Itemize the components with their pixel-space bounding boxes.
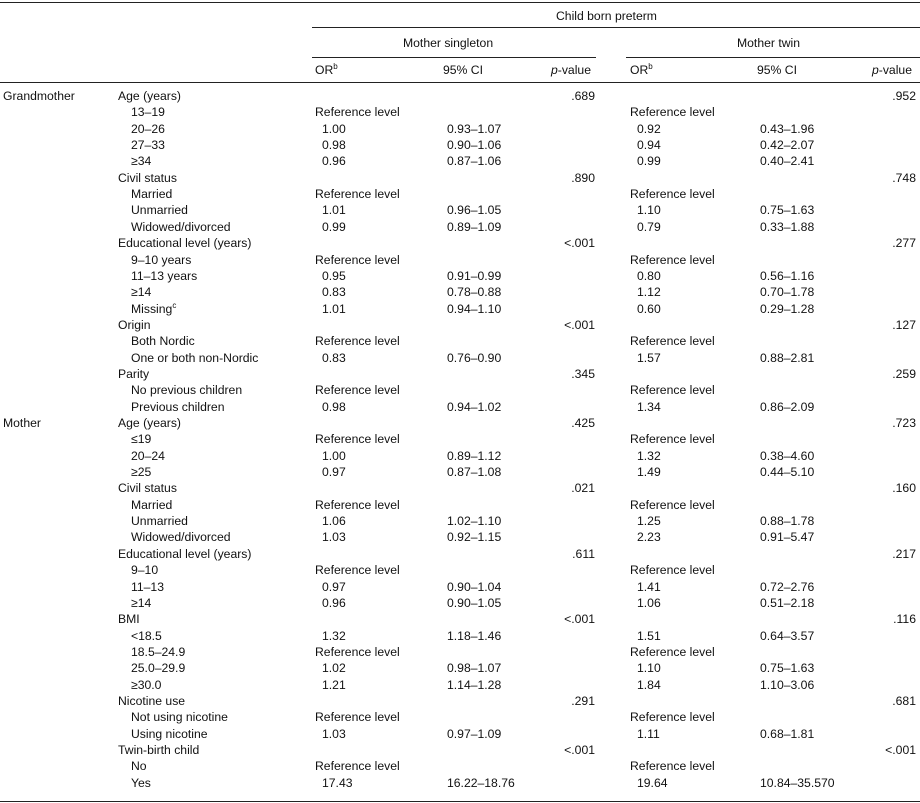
table-row [0, 137, 920, 153]
table-row [0, 333, 920, 349]
row-label: Previous children [131, 399, 225, 414]
twin-or: Reference level [630, 334, 715, 349]
twin-pvalue: .277 [892, 236, 916, 251]
table-row [0, 579, 920, 595]
twin-or: 1.11 [637, 726, 660, 741]
twin-or: 0.79 [637, 219, 661, 234]
row-label [131, 301, 176, 317]
table-row [0, 382, 920, 398]
table-row [0, 529, 920, 545]
twin-ci: 0.51–2.18 [760, 595, 815, 610]
table-row [0, 284, 920, 300]
singleton-or: 1.03 [322, 726, 346, 741]
singleton-or: Reference level [315, 334, 400, 349]
table-row [0, 562, 920, 578]
table-row [0, 644, 920, 660]
table-row [0, 268, 920, 284]
row-label: 13–19 [131, 105, 165, 120]
row-label: Widowed/divorced [131, 219, 231, 234]
header-or-twin: $OR^b$ [630, 61, 653, 77]
row-label: Married [131, 497, 173, 512]
twin-ci: 0.33–1.88 [760, 219, 815, 234]
row-label: 27–33 [131, 138, 165, 153]
singleton-ci: 0.96–1.05 [447, 203, 502, 218]
singleton-ci: 0.91–0.99 [447, 268, 502, 283]
table-row [0, 104, 920, 120]
twin-ci: 0.86–2.09 [760, 399, 815, 414]
row-label: ≥30.0 [131, 677, 162, 692]
row-group-label: Grandmother [3, 89, 75, 103]
twin-or: Reference level [630, 383, 715, 398]
twin-or: Reference level [630, 759, 715, 774]
singleton-ci: 0.78–0.88 [447, 285, 502, 300]
singleton-ci: 0.87–1.06 [447, 154, 502, 169]
table-row [0, 88, 920, 104]
table-row [0, 202, 920, 218]
table-row [0, 170, 920, 186]
twin-pvalue: .681 [892, 693, 916, 708]
twin-pvalue: .116 [893, 612, 916, 627]
singleton-or: 0.98 [322, 399, 346, 414]
table-row [0, 464, 920, 480]
twin-pvalue: .259 [892, 366, 916, 381]
table-row [0, 480, 920, 496]
twin-or: 1.34 [637, 399, 661, 414]
row-label: Age (years) [118, 89, 181, 103]
singleton-ci: 0.89–1.12 [447, 448, 502, 463]
table-row [0, 415, 920, 431]
singleton-pvalue: <.001 [564, 612, 595, 627]
twin-ci: 0.91–5.47 [760, 530, 815, 545]
twin-or: Reference level [630, 187, 715, 202]
header-child-born-preterm: Child born preterm [556, 9, 657, 23]
twin-or: Reference level [630, 644, 715, 659]
row-label: 11–13 [131, 579, 164, 594]
table-row [0, 497, 920, 513]
singleton-pvalue: <.001 [564, 236, 595, 251]
row-label: 9–10 years [131, 252, 192, 267]
row-label: Origin [118, 317, 151, 332]
singleton-or: 0.99 [322, 219, 346, 234]
header-rule-singleton [312, 57, 596, 58]
row-label: ≥25 [131, 465, 152, 480]
singleton-or: Reference level [315, 497, 400, 512]
row-label: Educational level (years) [118, 236, 252, 251]
twin-or: 19.64 [637, 775, 668, 790]
twin-or: 0.60 [637, 301, 661, 316]
table-row [0, 153, 920, 169]
twin-or: Reference level [630, 252, 715, 267]
twin-ci: 10.84–35.570 [760, 775, 835, 790]
table-row [0, 350, 920, 366]
singleton-or: 17.43 [322, 775, 353, 790]
twin-ci: 0.29–1.28 [760, 301, 815, 316]
twin-or: 2.23 [637, 530, 661, 545]
twin-ci: 0.88–2.81 [760, 350, 815, 365]
singleton-pvalue: .689 [571, 89, 595, 103]
table-row [0, 546, 920, 562]
table-row [0, 448, 920, 464]
header-pvalue-singleton: p-value [551, 63, 591, 77]
table-row [0, 660, 920, 676]
singleton-or: Reference level [315, 105, 400, 120]
singleton-pvalue: .345 [571, 366, 595, 381]
singleton-ci: 0.87–1.08 [447, 465, 502, 480]
twin-ci: 0.75–1.63 [760, 203, 815, 218]
singleton-or: 0.83 [322, 350, 346, 365]
twin-or: 0.92 [637, 121, 661, 136]
singleton-or: 0.95 [322, 268, 346, 283]
singleton-or: Reference level [315, 252, 400, 267]
table-row [0, 366, 920, 382]
singleton-or: Reference level [315, 383, 400, 398]
singleton-ci: 0.90–1.04 [447, 579, 502, 594]
row-label: No [131, 759, 147, 774]
row-label: Widowed/divorced [131, 530, 231, 545]
singleton-or: Reference level [315, 710, 400, 725]
row-label: Using nicotine [131, 726, 208, 741]
footnote-marker: c [172, 300, 177, 310]
row-label: Civil status [118, 170, 177, 185]
twin-or: 1.32 [637, 448, 661, 463]
row-label: BMI [118, 612, 140, 627]
twin-or: 1.06 [637, 595, 661, 610]
twin-ci: 0.68–1.81 [760, 726, 815, 741]
header-rule-preterm [312, 27, 920, 28]
singleton-pvalue: .021 [571, 481, 595, 496]
singleton-or: 0.97 [322, 579, 346, 594]
row-label: ≥14 [131, 285, 152, 300]
singleton-or: 1.00 [322, 121, 346, 136]
row-label: Unmarried [131, 203, 188, 218]
table-row [0, 317, 920, 333]
table-row [0, 399, 920, 415]
row-label: Educational level (years) [118, 546, 252, 561]
twin-or: 1.10 [637, 661, 661, 676]
table-row [0, 595, 920, 611]
row-label: 25.0–29.9 [131, 661, 186, 676]
table-row [0, 693, 920, 709]
singleton-or: Reference level [315, 187, 400, 202]
singleton-ci: 1.02–1.10 [447, 514, 502, 529]
singleton-or: 1.01 [322, 203, 346, 218]
table-row [0, 186, 920, 202]
twin-or: 1.41 [637, 579, 661, 594]
table-row [0, 709, 920, 725]
row-label-text: Missing [131, 301, 173, 316]
row-label: Parity [118, 366, 150, 381]
singleton-pvalue: <.001 [564, 317, 595, 332]
singleton-ci: 0.92–1.15 [447, 530, 502, 545]
singleton-or: 0.98 [322, 138, 346, 153]
row-label: <18.5 [131, 628, 162, 643]
twin-ci: 0.38–4.60 [760, 448, 815, 463]
row-label: 18.5–24.9 [131, 644, 186, 659]
singleton-or: 0.96 [322, 595, 346, 610]
singleton-or: 0.96 [322, 154, 346, 169]
twin-pvalue: .127 [892, 317, 916, 332]
singleton-or: 1.06 [322, 514, 346, 529]
table-row [0, 219, 920, 235]
twin-ci: 0.72–2.76 [760, 579, 815, 594]
table-row [0, 775, 920, 791]
singleton-or: 0.83 [322, 285, 346, 300]
singleton-ci: 0.97–1.09 [447, 726, 502, 741]
row-label: No previous children [131, 383, 243, 398]
table-row [0, 121, 920, 137]
twin-ci: 0.40–2.41 [760, 154, 815, 169]
twin-ci: 0.64–3.57 [760, 628, 815, 643]
row-label: Civil status [118, 481, 177, 496]
twin-ci: 0.88–1.78 [760, 514, 815, 529]
twin-pvalue: .952 [892, 89, 916, 103]
singleton-or: 1.00 [322, 448, 346, 463]
twin-pvalue: <.001 [885, 743, 916, 757]
header-rule-twin [626, 57, 920, 58]
singleton-ci: 0.90–1.06 [447, 138, 502, 153]
row-label: Married [131, 187, 173, 202]
row-label: 9–10 [131, 563, 159, 578]
row-label: Not using nicotine [131, 710, 228, 725]
table-row [0, 235, 920, 251]
twin-or: 1.51 [637, 628, 661, 643]
singleton-pvalue: <.001 [564, 743, 595, 757]
table-row [0, 758, 920, 774]
singleton-ci: 0.76–0.90 [447, 350, 502, 365]
singleton-ci: 0.93–1.07 [447, 121, 502, 136]
twin-or: 1.57 [637, 350, 661, 365]
singleton-ci: 1.18–1.46 [447, 628, 502, 643]
twin-or: 1.84 [637, 677, 661, 692]
singleton-or: 1.01 [322, 301, 346, 316]
twin-ci: 0.70–1.78 [760, 285, 815, 300]
singleton-pvalue: .611 [572, 546, 595, 561]
table-row [0, 677, 920, 693]
singleton-ci: 1.14–1.28 [447, 677, 502, 692]
singleton-or: Reference level [315, 759, 400, 774]
twin-pvalue: .217 [892, 546, 916, 561]
header-or-singleton: $OR^b$ [315, 61, 338, 77]
row-label: Yes [131, 775, 151, 790]
twin-ci: 0.56–1.16 [760, 268, 815, 283]
table-row [0, 252, 920, 268]
singleton-pvalue: .425 [571, 416, 595, 430]
header-pvalue-twin: p-value [872, 63, 912, 77]
table-row [0, 726, 920, 742]
singleton-ci: 0.98–1.07 [447, 661, 502, 676]
row-label: Nicotine use [118, 693, 186, 708]
row-label: ≤19 [131, 432, 152, 447]
row-label: 20–24 [131, 448, 165, 463]
row-label: Unmarried [131, 514, 188, 529]
twin-or: Reference level [630, 432, 715, 447]
twin-pvalue: .723 [892, 416, 916, 430]
singleton-ci: 16.22–18.76 [447, 775, 515, 790]
header-bottom-rule [0, 82, 920, 83]
twin-or: 1.25 [637, 514, 661, 529]
table-top-rule [0, 2, 920, 3]
table-row [0, 628, 920, 644]
twin-or: 1.12 [637, 285, 661, 300]
singleton-or: 1.21 [322, 677, 346, 692]
singleton-or: Reference level [315, 432, 400, 447]
twin-ci: 0.42–2.07 [760, 138, 815, 153]
table-row [0, 513, 920, 529]
row-label: 11–13 years [131, 268, 198, 283]
twin-pvalue: .160 [892, 481, 916, 496]
twin-or: Reference level [630, 710, 715, 725]
table-row [0, 611, 920, 627]
singleton-or: Reference level [315, 644, 400, 659]
table-row [0, 742, 920, 758]
twin-or: 1.10 [637, 203, 661, 218]
row-label: One or both non-Nordic [131, 350, 259, 365]
twin-or: 0.94 [637, 138, 661, 153]
row-label: Both Nordic [131, 334, 195, 349]
singleton-or: 1.02 [322, 661, 346, 676]
header-mother-singleton: Mother singleton [403, 36, 494, 50]
row-group-label: Mother [3, 416, 41, 430]
singleton-or: 0.97 [322, 465, 346, 480]
twin-ci: 0.75–1.63 [760, 661, 815, 676]
twin-or: Reference level [630, 105, 715, 120]
row-label: ≥34 [131, 154, 152, 169]
twin-or: 0.99 [637, 154, 661, 169]
twin-ci: 1.10–3.06 [760, 677, 815, 692]
table-row [0, 301, 920, 317]
singleton-pvalue: .890 [571, 170, 595, 185]
twin-ci: 0.44–5.10 [760, 465, 815, 480]
twin-or: Reference level [630, 563, 715, 578]
twin-pvalue: .748 [892, 170, 916, 185]
header-ci-twin: 95% CI [757, 63, 797, 77]
twin-or: 1.49 [637, 465, 661, 480]
twin-or: Reference level [630, 497, 715, 512]
singleton-ci: 0.94–1.10 [447, 301, 502, 316]
singleton-pvalue: .291 [571, 693, 595, 708]
row-label: Twin-birth child [118, 743, 200, 757]
twin-or: 0.80 [637, 268, 661, 283]
header-mother-twin: Mother twin [737, 36, 800, 50]
singleton-ci: 0.94–1.02 [447, 399, 502, 414]
twin-ci: 0.43–1.96 [760, 121, 815, 136]
table-row [0, 431, 920, 447]
singleton-or: 1.03 [322, 530, 346, 545]
row-label: 20–26 [131, 121, 165, 136]
table-bottom-rule [0, 801, 920, 802]
singleton-ci: 0.90–1.05 [447, 595, 502, 610]
singleton-ci: 0.89–1.09 [447, 219, 502, 234]
row-label: Age (years) [118, 416, 181, 430]
singleton-or: 1.32 [322, 628, 346, 643]
header-ci-singleton: 95% CI [443, 63, 483, 77]
singleton-or: Reference level [315, 563, 400, 578]
row-label: ≥14 [131, 595, 152, 610]
